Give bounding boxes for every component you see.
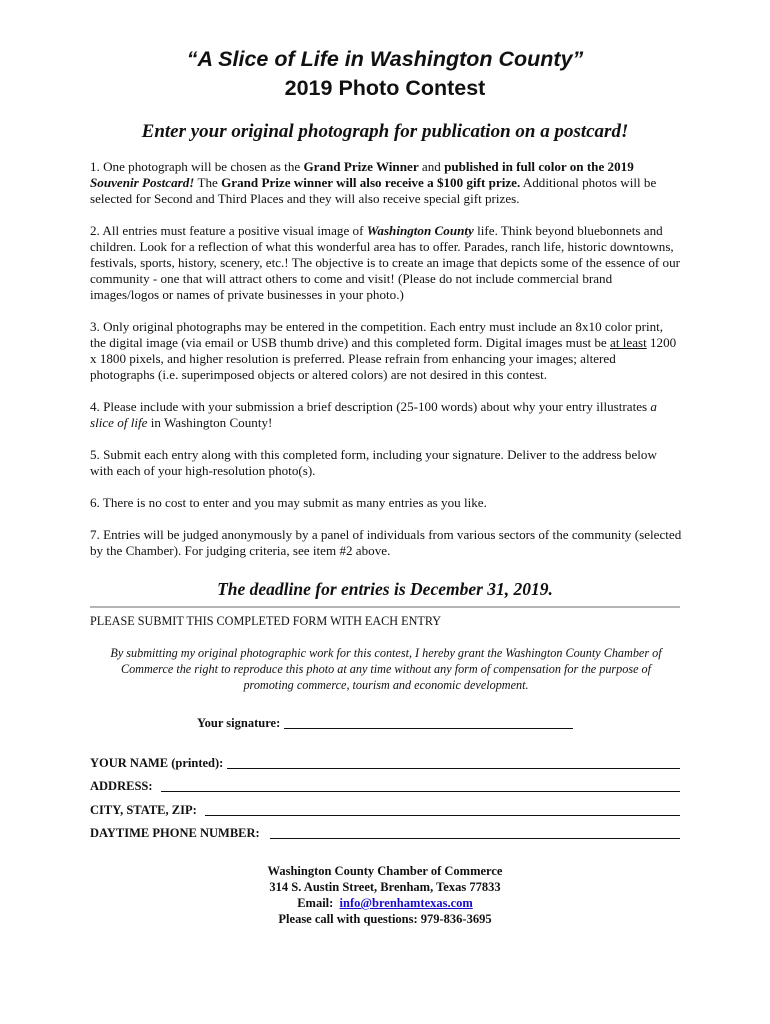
rule-2: 2. All entries must feature a positive visual image of Washington County life. Think beyond bluebonnets and children. Look for a reflection of what this wonderful area has to offer. Parades, ranch life, historic downtowns, festivals, sports, history, scenery, etc.! The objective is to create an image that depicts some of the essence of our community - one that will attract others to come and visit! (Please do not include commercial brand images/logos or names of private businesses in your photo.): [90, 223, 680, 302]
contest-rules: [90, 159, 682, 559]
email-link[interactable]: info@brenhamtexas.com: [339, 896, 473, 910]
signature-row: [197, 716, 573, 731]
phone-row: [90, 826, 680, 841]
city-row: [90, 803, 680, 818]
org-name: Washington County Chamber of Commerce: [267, 864, 503, 878]
submit-note: PLEASE SUBMIT THIS COMPLETED FORM WITH EACH ENTRY: [90, 614, 442, 628]
name-field[interactable]: [227, 756, 680, 769]
city-field[interactable]: [205, 803, 680, 816]
phone-label: DAYTIME PHONE NUMBER:: [90, 826, 260, 840]
phone-line: Please call with questions: 979-836-3695: [278, 912, 492, 926]
address-field[interactable]: [161, 779, 680, 792]
rule-6: 6. There is no cost to enter and you may submit as many entries as you like.: [90, 495, 487, 510]
street-address: 314 S. Austin Street, Brenham, Texas 77833: [269, 880, 501, 894]
tagline: Enter your original photograph for publication on a postcard!: [141, 121, 629, 142]
address-label: ADDRESS:: [90, 779, 153, 793]
address-row: [90, 779, 680, 794]
contact-block: [0, 863, 770, 927]
rule-3: 3. Only original photographs may be entered in the competition. Each entry must include an 8x10 color print, the digital image (via email or USB thumb drive) and this completed form. Digital images must be at least 1200 x 1800 pixels, and higher resolution is preferred. Please refrain from enhancing your images; altered photographs (i.e. superimposed objects or altered colors) are not desired in this contest.: [90, 319, 677, 382]
consent-statement: By submitting my original photographic work for this contest, I hereby grant the Washington County Chamber of Commerce the right to reproduce this photo at any time without any form of compensation for the purpose of promoting commerce, tourism and economic development.: [110, 646, 662, 692]
page-title: “A Slice of Life in Washington County”: [186, 47, 584, 71]
email-line: [0, 895, 770, 911]
name-row: [90, 756, 680, 771]
rule-5: 5. Submit each entry along with this completed form, including your signature. Deliver to the address below with each of your high-resolution photo(s).: [90, 447, 657, 478]
deadline-heading: The deadline for entries is December 31, 2019.: [217, 579, 553, 599]
signature-label: Your signature:: [197, 716, 281, 730]
signature-field[interactable]: [284, 716, 573, 729]
city-label: CITY, STATE, ZIP:: [90, 803, 197, 817]
page-subtitle: 2019 Photo Contest: [284, 76, 486, 100]
divider: [90, 606, 680, 608]
rule-1: 1. One photograph will be chosen as the Grand Prize Winner and published in full color on the 2019 Souvenir Postcard! The Grand Prize winner will also receive a $100 gift prize. Additional photos will be selected for Second and Third Places and they will also receive special gift prizes.: [90, 159, 657, 206]
email-label: Email:: [297, 896, 334, 910]
name-label: YOUR NAME (printed):: [90, 756, 224, 770]
phone-field[interactable]: [270, 826, 680, 839]
rule-4: 4. Please include with your submission a brief description (25-100 words) about why your entry illustrates a slice of life in Washington County!: [90, 399, 657, 430]
rule-7: 7. Entries will be judged anonymously by a panel of individuals from various sectors of the community (selected by the Chamber). For judging criteria, see item #2 above.: [90, 527, 682, 558]
